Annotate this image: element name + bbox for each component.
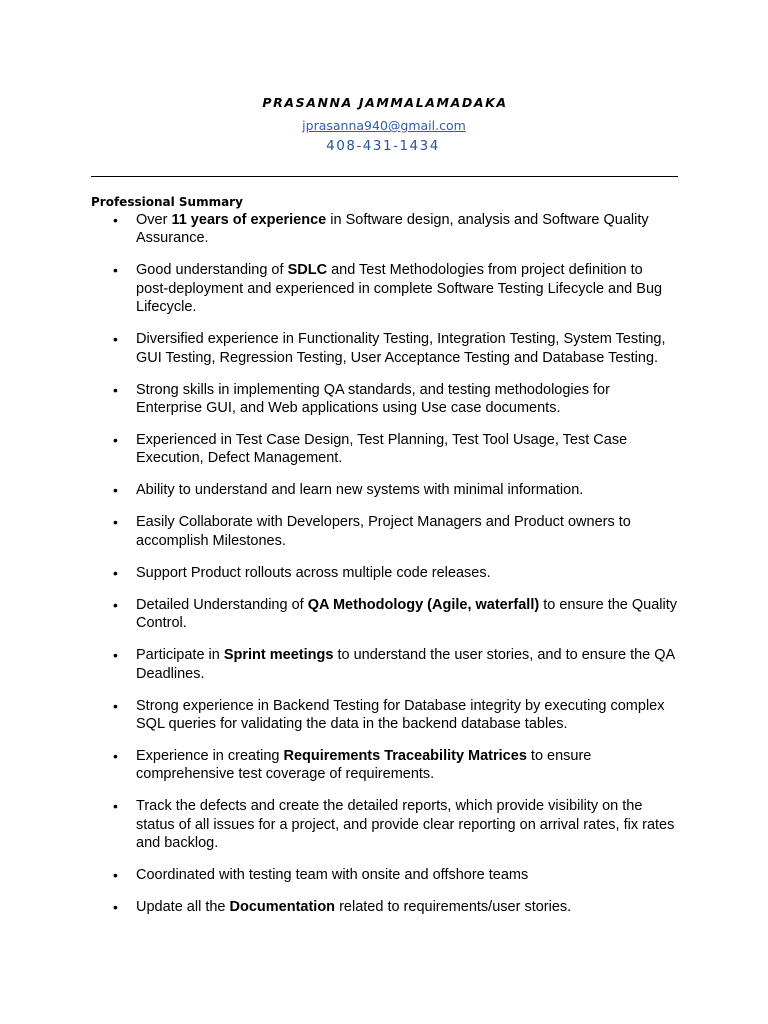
summary-item-text: Strong experience in Backend Testing for Database integrity by executing complex SQL queries for validating the data in the backend database tables. <box>136 697 665 733</box>
summary-item <box>0 646 678 683</box>
summary-item <box>0 898 678 916</box>
summary-item <box>0 330 678 367</box>
bullet-icon: • <box>113 564 118 581</box>
bullet-icon: • <box>113 514 118 531</box>
summary-item-text: Detailed Understanding of QA Methodology (Agile, waterfall) to ensure the Quality Control. <box>136 596 678 632</box>
summary-item <box>0 697 678 734</box>
bullet-icon: • <box>113 798 118 815</box>
email-link[interactable]: jprasanna940@gmail.com <box>302 118 466 133</box>
summary-item-text: Support Product rollouts across multiple code releases. <box>136 564 491 581</box>
bullet-icon: • <box>113 331 118 348</box>
bullet-icon: • <box>113 432 118 449</box>
summary-item <box>0 513 678 550</box>
summary-item-text: Track the defects and create the detailed reports, which provide visibility on the status of all issues for a project, and provide clear reporting on arrival rates, fix rates and backlog. <box>136 798 675 852</box>
section-title-professional-summary: Professional Summary <box>91 195 243 209</box>
bullet-icon: • <box>113 262 118 279</box>
summary-item <box>0 866 678 884</box>
bullet-icon: • <box>113 596 118 613</box>
summary-item <box>0 381 678 418</box>
resume-header <box>0 94 768 155</box>
header-divider <box>91 176 678 177</box>
bullet-icon: • <box>113 482 118 499</box>
summary-item-text: Update all the Documentation related to requirements/user stories. <box>136 899 572 916</box>
bullet-icon: • <box>113 697 118 714</box>
summary-item-text: Experienced in Test Case Design, Test Planning, Test Tool Usage, Test Case Execution, Defect Management. <box>136 432 628 467</box>
summary-item <box>0 747 678 784</box>
summary-item-text: Strong skills in implementing QA standards, and testing methodologies for Enterprise GUI, and Web applications using Use case documents. <box>136 381 610 417</box>
bullet-icon: • <box>113 647 118 664</box>
summary-item <box>0 797 678 852</box>
summary-item <box>0 431 678 468</box>
summary-item-text: Experience in creating Requirements Traceability Matrices to ensure comprehensive test coverage of requirements. <box>136 748 592 783</box>
bullet-icon: • <box>113 867 118 884</box>
summary-item-text: Good understanding of SDLC and Test Methodologies from project definition to post-deployment and experienced in complete Software Testing Lifecycle and Bug Lifecycle. <box>136 262 663 316</box>
summary-item <box>0 261 678 316</box>
summary-item <box>0 596 678 633</box>
summary-item-text: Easily Collaborate with Developers, Project Managers and Product owners to accomplish Milestones. <box>136 514 631 549</box>
bullet-icon: • <box>113 748 118 765</box>
summary-item-text: Over 11 years of experience in Software design, analysis and Software Quality Assurance. <box>136 212 649 247</box>
professional-summary-list <box>0 211 768 930</box>
summary-item-text: Diversified experience in Functionality Testing, Integration Testing, System Testing, GUI Testing, Regression Testing, User Acceptance Testing and Database Testing. <box>136 331 666 366</box>
summary-item <box>0 481 678 499</box>
phone-number: 408-431-1434 <box>326 138 440 154</box>
summary-item-text: Participate in Sprint meetings to understand the user stories, and to ensure the QA Deadlines. <box>136 647 675 682</box>
summary-item-text: Ability to understand and learn new systems with minimal information. <box>136 482 584 499</box>
bullet-icon: • <box>113 381 118 398</box>
bullet-icon: • <box>113 212 118 228</box>
summary-item <box>0 564 678 582</box>
candidate-name: PRASANNA JAMMALAMADAKA <box>262 95 508 110</box>
summary-item-text: Coordinated with testing team with onsite and offshore teams <box>136 867 529 884</box>
summary-item <box>0 211 678 248</box>
bullet-icon: • <box>113 899 118 916</box>
